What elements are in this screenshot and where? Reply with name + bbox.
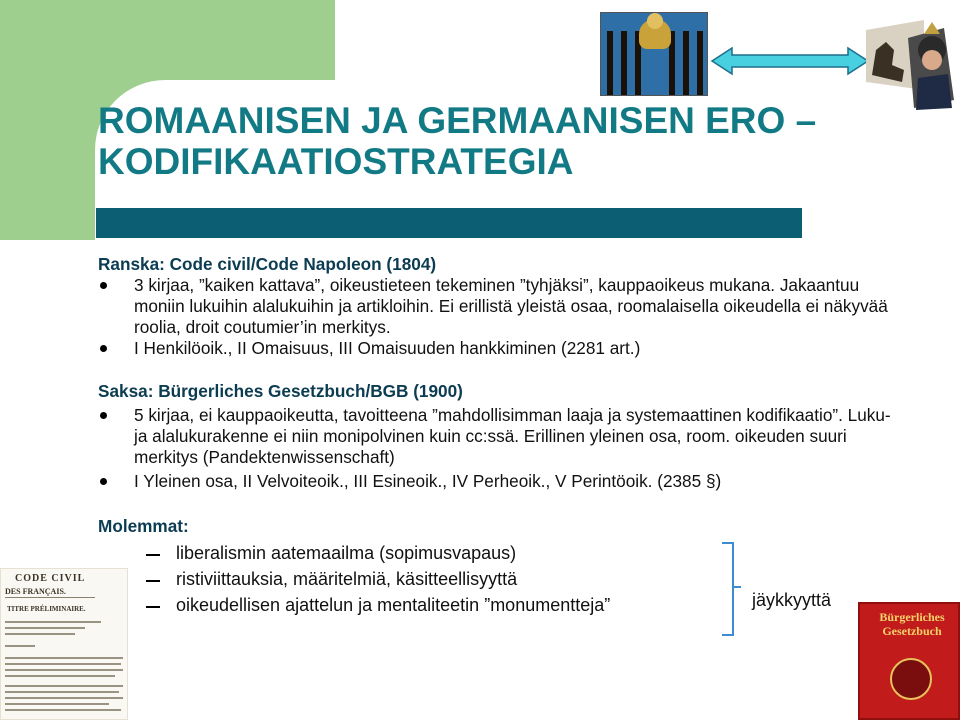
text-line: [5, 675, 115, 677]
bracket-label: jäykkyyttä: [752, 590, 832, 610]
text-line: [5, 697, 123, 699]
france-heading: Ranska: Code civil/Code Napoleon (1804): [98, 254, 437, 274]
both-item-2: ristiviittauksia, määritelmiä, käsitteellisyyttä: [98, 569, 898, 595]
double-arrow-icon: [710, 46, 870, 76]
text-line: [5, 685, 123, 687]
slide-title: [98, 100, 816, 182]
grouping-bracket-tip: [734, 586, 741, 588]
gate-bar: [607, 31, 613, 96]
france-bullet-2: I Henkilöoik., II Omaisuus, III Omaisuuden hankkiminen (2281 art.): [98, 338, 898, 359]
gate-crown: [647, 13, 663, 29]
title-divider-bar: [96, 208, 802, 238]
text-line: [5, 663, 121, 665]
code-civil-subtitle: DES FRANÇAIS.: [5, 587, 66, 596]
both-item-1: liberalismin aatemaailma (sopimusvapaus): [98, 543, 898, 569]
text-line: [5, 627, 85, 629]
text-line: [5, 669, 123, 671]
text-line: [5, 645, 35, 647]
text-line: [5, 657, 123, 659]
text-line: [5, 691, 119, 693]
germany-bullet-2: I Yleinen osa, II Velvoiteoik., III Esineoik., IV Perheoik., V Perintöoik. (2385 §): [98, 471, 898, 492]
bismarck-portrait-image: [864, 20, 956, 112]
spacer: [98, 492, 898, 516]
bgb-book-title: Bürgerliches Gesetzbuch: [879, 610, 945, 638]
text-line: [5, 709, 121, 711]
code-civil-title: CODE CIVIL: [15, 573, 86, 584]
grouping-bracket: [722, 542, 734, 636]
divider: [5, 597, 95, 598]
text-line: [5, 633, 75, 635]
eagle-emblem-icon: [890, 658, 932, 700]
gate-bar: [621, 31, 627, 96]
spacer: [98, 359, 898, 381]
gate-bar: [683, 31, 689, 96]
germany-heading: Saksa: Bürgerliches Gesetzbuch/BGB (1900): [98, 381, 463, 401]
text-line: [5, 703, 109, 705]
text-line: [5, 621, 101, 623]
code-civil-section: TITRE PRÉLIMINAIRE.: [7, 605, 86, 613]
palace-gate-image: [600, 12, 708, 96]
both-heading: Molemmat:: [98, 516, 189, 536]
title-line-1: ROMAANISEN JA GERMAANISEN ERO –: [98, 100, 817, 141]
slide-content: [98, 254, 898, 621]
code-civil-page-image: [0, 568, 128, 720]
both-item-3: oikeudellisen ajattelun ja mentaliteetin ”monumentteja”: [98, 595, 898, 621]
france-bullet-1: 3 kirjaa, ”kaiken kattava”, oikeustieteen tekeminen ”tyhjäksi”, kauppaoikeus mukana. Jakaantuu moniin lukuihin alalukuihin ja artikloihin. Ei erillistä yleistä osaa, roomalaisella oikeudella ei näkyvää roolia, droit coutumier’in merkitys.: [98, 275, 898, 338]
title-line-2: KODIFIKAATIOSTRATEGIA: [98, 141, 574, 182]
germany-bullet-1: 5 kirjaa, ei kauppaoikeutta, tavoitteena ”mahdollisimman laaja ja systemaattinen kodifikaatio”. Luku- ja alalukurakenne ei niin monipolvinen kuin cc:ssä. Erillinen yleinen osa, room. oikeuden suuri merkitys (Pandektenwissenschaft): [98, 405, 898, 468]
bgb-book-image: [858, 602, 960, 720]
gate-bar: [697, 31, 703, 96]
